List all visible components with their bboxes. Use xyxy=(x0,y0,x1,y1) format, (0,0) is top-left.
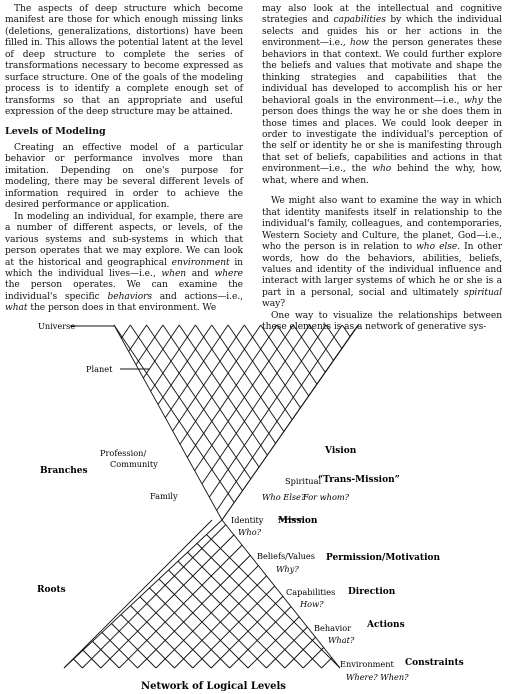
lattice-line-lower-ur-8 xyxy=(211,596,283,668)
label-actions: Actions xyxy=(367,620,405,630)
label-constraints: Constraints xyxy=(405,658,464,668)
lattice-line-upper-dr-10 xyxy=(277,325,317,384)
lattice-line-lower-ur-12 xyxy=(285,637,316,668)
label-planet: Planet xyxy=(86,364,113,374)
label-permission-motivation: Permission/Motivation xyxy=(326,553,441,563)
label-profession: Profession/ xyxy=(100,448,147,458)
lattice-line-lower-ul-9 xyxy=(149,588,230,669)
label-direction: Direction xyxy=(348,587,396,597)
paragraph-modeling-individual: In modeling an individual, for example, there are a number of different aspects, or levels, of the various systems and sub-systems in which that person operates that we may explore. We can look at the historical and geographical environment in which the individual lives—i.e., when and where the person operates. We can examine the individual's specific behaviors and actions—i.e., what the person does in that environment. We xyxy=(5,211,243,314)
label-what: What? xyxy=(328,635,355,645)
label-trans-mission: “Trans-Mission” xyxy=(318,475,400,485)
lattice-line-lower-ur-1 xyxy=(82,525,226,669)
label-behavior: Behavior xyxy=(314,623,352,633)
lattice-line-lower-ul-7 xyxy=(130,606,193,669)
lattice-line-upper-dr-5 xyxy=(196,325,276,443)
label-beliefs-values: Beliefs/Values xyxy=(257,551,315,561)
paragraph-identity-relationships: We might also want to examine the way in which that identity manifests itself in relationship to the individual's family, colleagues, and contemporaries, Western Society and Culture, the planet, God—i.e., who the person is in relation to who else. In other words, how do the behaviors, abilities, beliefs, values and identity of the individual influence and interact with larger systems of which he or she is a part in a personal, social and ultimately spiritual way? xyxy=(262,196,502,310)
lattice-line-upper-dl-9 xyxy=(180,325,261,444)
label-where-when: Where? When? xyxy=(346,672,409,682)
lattice-line-upper-dl-6 xyxy=(158,325,212,404)
lattice-line-upper-dr-0 xyxy=(114,325,234,503)
label-identity: Identity xyxy=(231,515,264,525)
section-heading-levels-of-modeling: Levels of Modeling xyxy=(5,125,106,137)
paragraph-capabilities: may also look at the intellectual and cognitive strategies and capabilities by which the individual selects and guides his or her actions in the environment—i.e., how the person generates these behaviors in that context. We could further explore the beliefs and values that motivate and shape the thinking strategies and capabilities that the individual has developed to accomplish his or her behavioral goals in the environment—i.e., why the person does things the way he or she does them in those times and places. We could look deeper in order to investigate the individual's perception of the self or identity he or she is manifesting through that set of beliefs, capabilities and actions in that environment—i.e., the who behind the why, how, what, where and when. xyxy=(262,4,503,186)
label-branches: Branches xyxy=(40,466,88,476)
label-community: Community xyxy=(110,459,158,469)
lattice-line-upper-dl-7 xyxy=(165,325,228,418)
lattice-line-upper-dl-11 xyxy=(195,325,294,471)
label-family: Family xyxy=(150,491,178,501)
lattice-line-upper-dr-4 xyxy=(179,325,267,455)
lattice-line-lower-ul-4 xyxy=(102,632,138,668)
lattice-line-upper-dl-5 xyxy=(151,325,196,391)
lattice-line-upper-dr-2 xyxy=(147,325,251,479)
label-universe: Universe xyxy=(38,321,76,331)
lattice-line-upper-dr-14 xyxy=(342,325,350,336)
label-capabilities: Capabilities xyxy=(286,587,336,597)
lattice-line-upper-dr-6 xyxy=(212,325,284,431)
lattice-line-lower-ur-2 xyxy=(101,535,235,669)
lattice-line-upper-dl-10 xyxy=(187,325,277,457)
diagram-caption: Network of Logical Levels xyxy=(141,681,286,692)
lattice-line-upper-dl-2 xyxy=(129,325,147,351)
label-roots: Roots xyxy=(37,585,66,595)
lattice-line-upper-dl-12 xyxy=(202,325,310,484)
lattice-line-lower-ul-11 xyxy=(168,570,266,668)
funnel-edge-lower-left xyxy=(64,520,222,668)
lattice-line-lower-ur-13 xyxy=(303,648,324,669)
paragraph-visualize: One way to visualize the relationships between these elements is as a network of generative sys- xyxy=(262,310,502,333)
label-vision: Vision xyxy=(325,446,357,456)
lattice-line-lower-ul-10 xyxy=(159,579,248,668)
label-who: Who? xyxy=(238,527,262,537)
paragraph-deep-structure: The aspects of deep structure which become manifest are those for which enough missing links (deletions, generalizations, distortions) have been filled in. This allows the potential latent at the level of deep structure to complete the series of transformations necessary to become expressed as surface structure. One of the goals of the modeling process is to identify a complete enough set of transforms so that an appropriate and useful expression of the deep structure may be attained. xyxy=(5,4,243,118)
label-spiritual: Spiritual xyxy=(285,476,322,486)
label-environment: Environment xyxy=(340,659,394,669)
lattice-line-lower-ur-5 xyxy=(156,566,259,669)
lattice-line-lower-ur-0 xyxy=(64,520,212,668)
lattice-line-upper-dr-7 xyxy=(228,325,292,420)
label-why: Why? xyxy=(276,564,299,574)
label-for-whom: For whom? xyxy=(303,492,350,502)
lattice-line-upper-dr-11 xyxy=(293,325,325,372)
paragraph-creating-model: Creating an effective model of a particular behavior or performance involves more than imitation. Depending on one's purpose for modeling, there may be several different levels of information required in order to achieve the desired performance or application. xyxy=(5,142,243,211)
label-mission: Mission xyxy=(278,516,318,526)
lattice-line-lower-ul-5 xyxy=(112,624,157,669)
lattice-line-upper-dl-8 xyxy=(173,325,245,431)
lattice-line-lower-ul-12 xyxy=(178,561,285,668)
lattice-line-lower-ul-1 xyxy=(73,659,82,668)
lattice-line-upper-dl-1 xyxy=(121,325,130,338)
label-who-else: Who Else? xyxy=(262,492,306,502)
label-how: How? xyxy=(300,599,324,609)
lattice-line-lower-ul-8 xyxy=(140,597,212,669)
lattice-line-upper-dl-3 xyxy=(136,325,163,365)
